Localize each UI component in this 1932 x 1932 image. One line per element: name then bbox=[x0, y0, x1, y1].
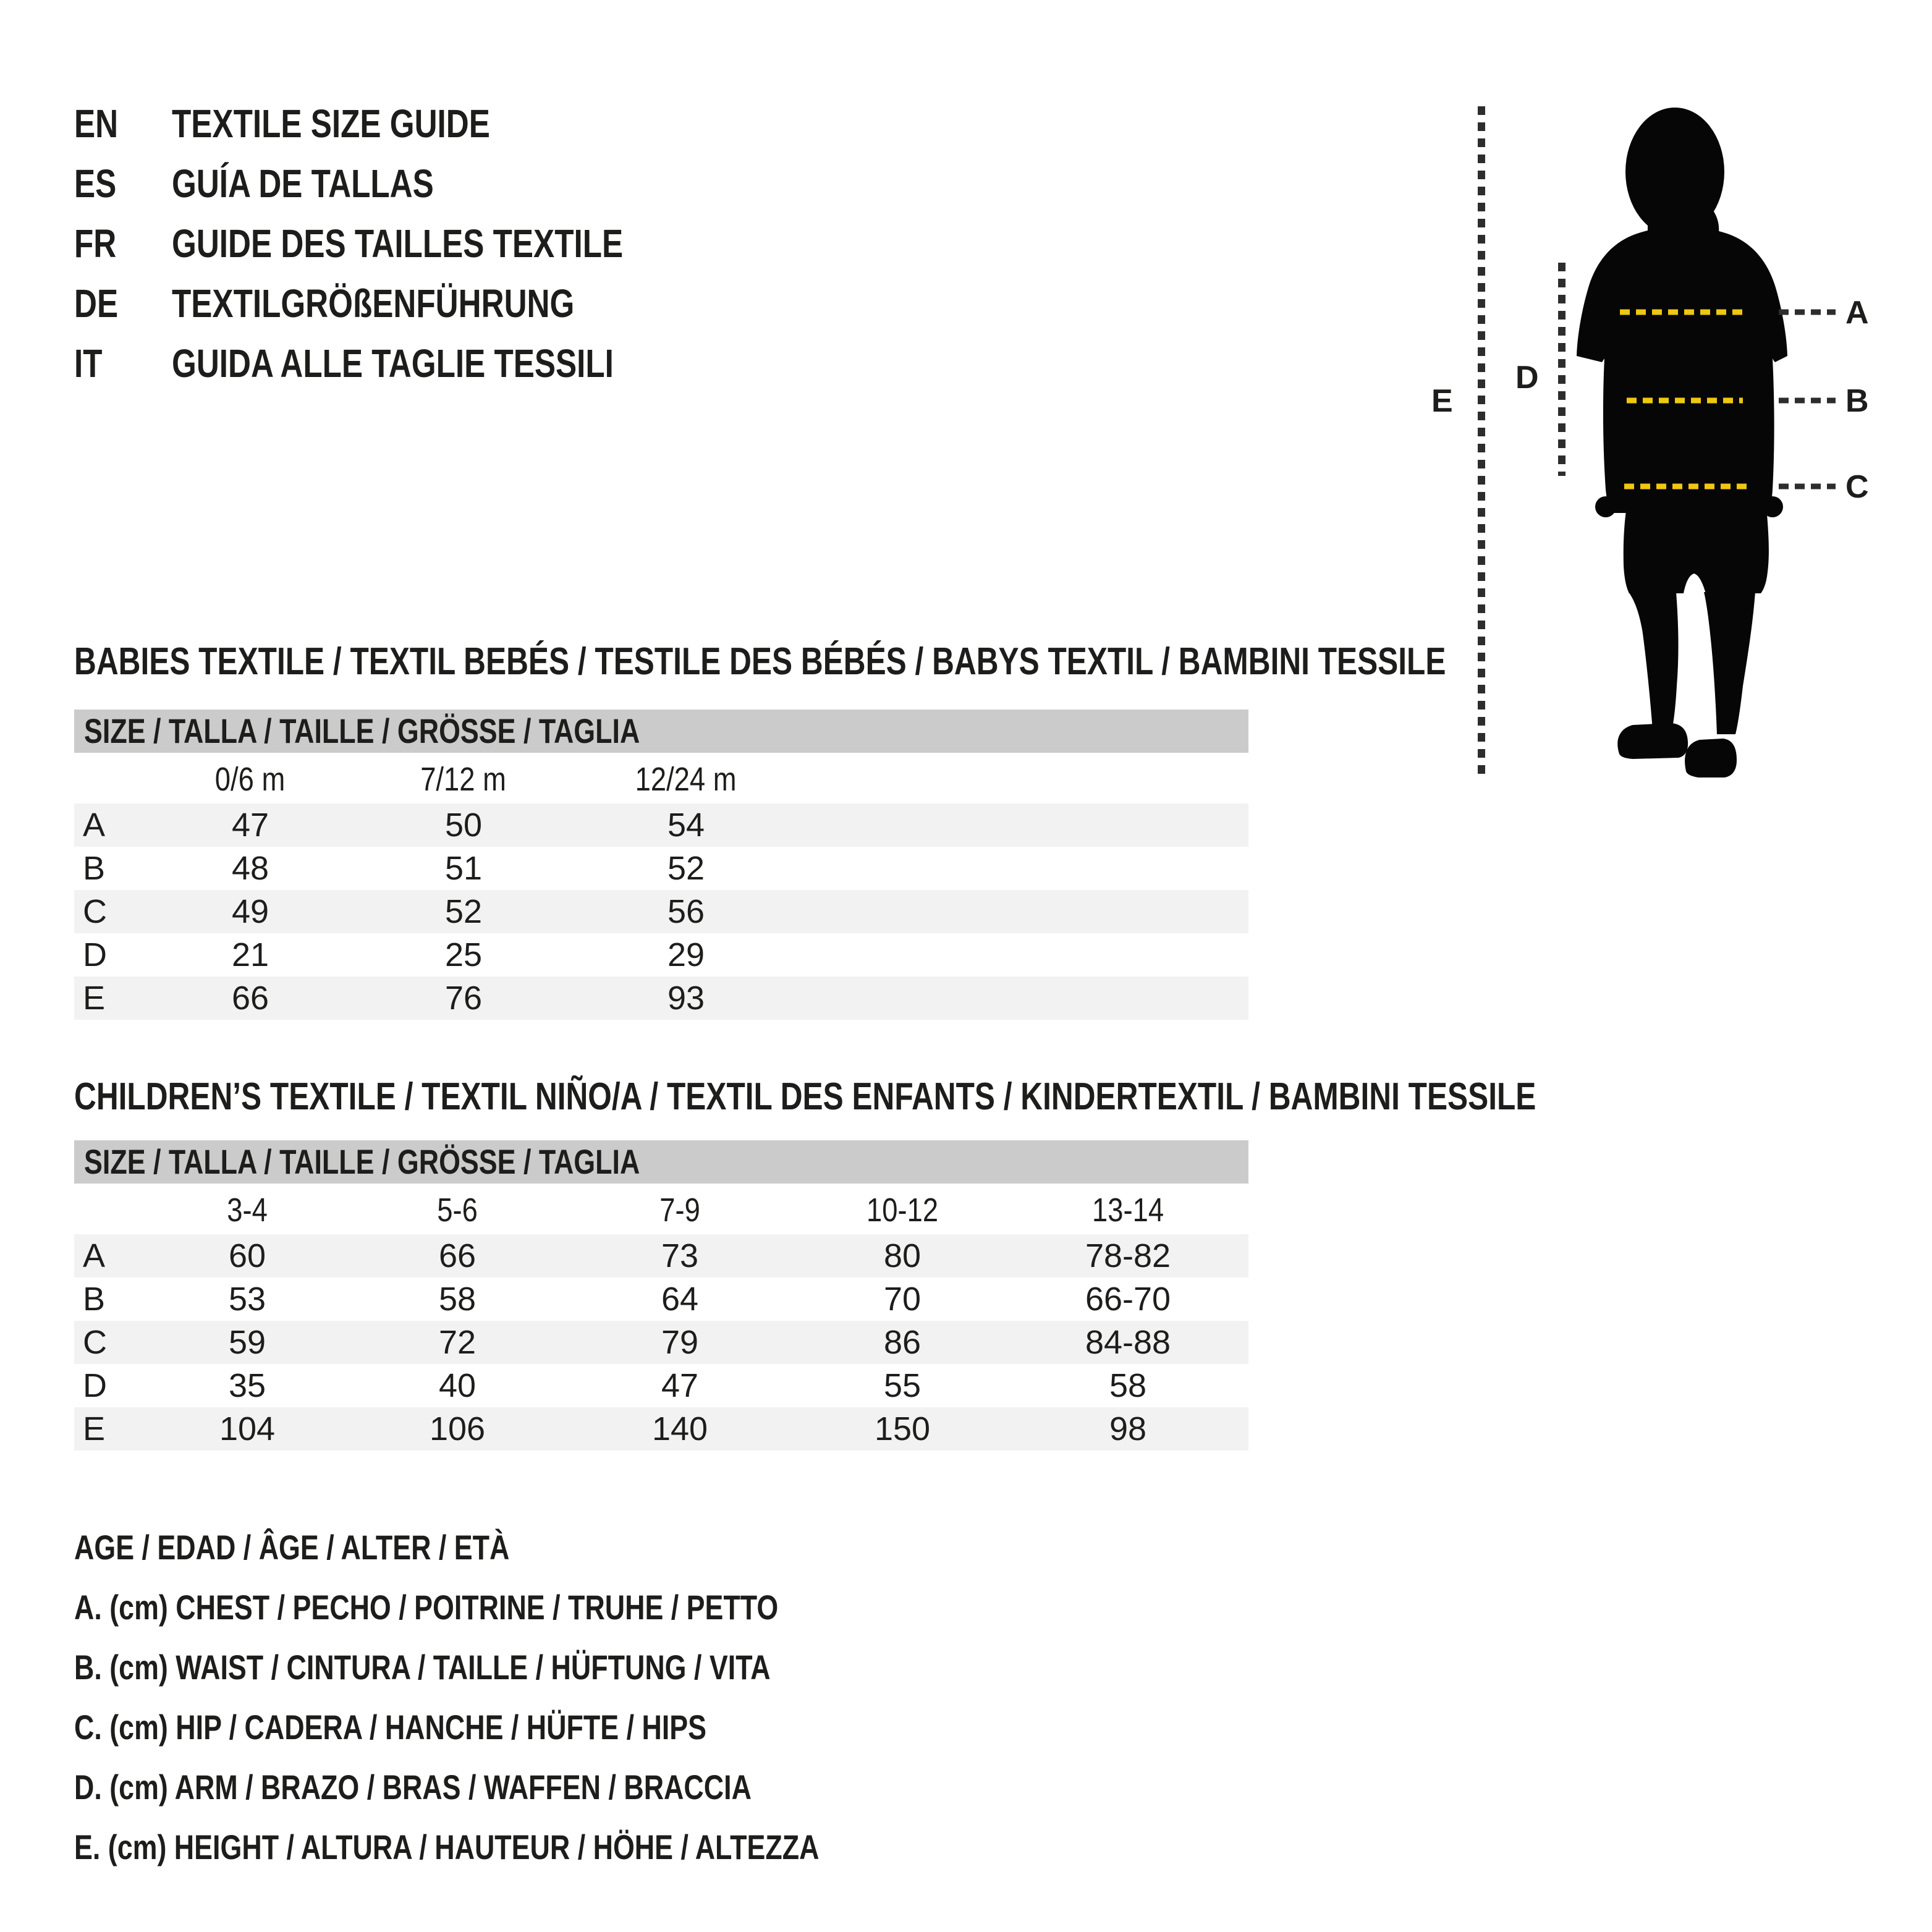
row-label: C bbox=[83, 893, 107, 930]
language-row-fr bbox=[74, 214, 736, 274]
cell: 56 bbox=[667, 893, 705, 930]
cell: 47 bbox=[661, 1367, 699, 1404]
cell: 48 bbox=[231, 850, 269, 887]
cell: 60 bbox=[228, 1237, 266, 1274]
page-title-it: GUIDA ALLE TAGLIE TESSILI bbox=[172, 341, 614, 386]
row-label: B bbox=[83, 850, 106, 887]
table-row bbox=[74, 1364, 1248, 1407]
cell: 98 bbox=[1109, 1410, 1147, 1447]
cell: 66 bbox=[438, 1237, 477, 1274]
cell: 21 bbox=[231, 936, 269, 973]
language-row-en bbox=[74, 94, 736, 154]
cell: 140 bbox=[651, 1410, 708, 1447]
cell: 52 bbox=[444, 893, 483, 930]
row-label: C bbox=[83, 1324, 107, 1361]
language-row-it bbox=[74, 334, 736, 394]
measurement-legend bbox=[74, 1517, 1006, 1877]
table-row bbox=[74, 933, 1248, 977]
cell: 35 bbox=[228, 1367, 266, 1404]
marker-label-a: A bbox=[1845, 295, 1869, 331]
language-row-de bbox=[74, 274, 736, 334]
babies-section-title: BABIES TEXTILE / TEXTIL BEBÉS / TESTILE DES BÉBÉS / BABYS TEXTIL / BAMBINI TESSILE bbox=[74, 640, 1446, 683]
table-row bbox=[74, 977, 1248, 1020]
legend-line-height: E. (cm) HEIGHT / ALTURA / HAUTEUR / HÖHE / ALTEZZA bbox=[74, 1828, 820, 1866]
cell: 86 bbox=[883, 1324, 922, 1361]
cell: 84-88 bbox=[1085, 1324, 1171, 1361]
page-title-en: TEXTILE SIZE GUIDE bbox=[172, 101, 490, 146]
babies-table bbox=[74, 710, 1248, 1020]
cell: 76 bbox=[444, 980, 483, 1017]
page-title-de: TEXTILGRÖßENFÜHRUNG bbox=[172, 281, 575, 326]
column-header: 3-4 bbox=[227, 1192, 268, 1229]
cell: 104 bbox=[219, 1410, 276, 1447]
cell: 25 bbox=[444, 936, 483, 973]
babies-column-header-row bbox=[74, 753, 1248, 803]
cell: 64 bbox=[661, 1281, 699, 1318]
children-column-header-row bbox=[74, 1184, 1248, 1234]
cell: 55 bbox=[883, 1367, 922, 1404]
table-row bbox=[74, 803, 1248, 847]
cell: 80 bbox=[883, 1237, 922, 1274]
cell: 78-82 bbox=[1085, 1237, 1171, 1274]
cell: 40 bbox=[438, 1367, 477, 1404]
row-label: D bbox=[83, 1367, 107, 1404]
column-header: 10-12 bbox=[866, 1192, 939, 1229]
column-header: 12/24 m bbox=[635, 761, 737, 798]
cell: 53 bbox=[228, 1281, 266, 1318]
header-language-list bbox=[74, 94, 736, 394]
table-row bbox=[74, 1407, 1248, 1451]
table-row bbox=[74, 890, 1248, 933]
children-size-header-bar: SIZE / TALLA / TAILLE / GRÖSSE / TAGLIA bbox=[74, 1140, 1248, 1184]
column-header: 0/6 m bbox=[215, 761, 286, 798]
marker-label-d: D bbox=[1515, 360, 1539, 396]
cell: 58 bbox=[1109, 1367, 1147, 1404]
marker-label-b: B bbox=[1845, 383, 1869, 419]
children-table bbox=[74, 1140, 1248, 1451]
cell: 66 bbox=[231, 980, 269, 1017]
language-code: FR bbox=[74, 221, 117, 266]
marker-label-c: C bbox=[1845, 469, 1869, 505]
column-header: 7-9 bbox=[659, 1192, 700, 1229]
cell: 49 bbox=[231, 893, 269, 930]
cell: 59 bbox=[228, 1324, 266, 1361]
table-row bbox=[74, 847, 1248, 890]
cell: 70 bbox=[883, 1281, 922, 1318]
legend-line-hip: C. (cm) HIP / CADERA / HANCHE / HÜFTE / HIPS bbox=[74, 1708, 707, 1747]
column-header: 5-6 bbox=[437, 1192, 478, 1229]
cell: 29 bbox=[667, 936, 705, 973]
row-label: A bbox=[83, 807, 106, 844]
marker-label-e: E bbox=[1431, 383, 1453, 419]
cell: 54 bbox=[667, 807, 705, 844]
cell: 66-70 bbox=[1085, 1281, 1171, 1318]
language-code: IT bbox=[74, 341, 103, 386]
cell: 58 bbox=[438, 1281, 477, 1318]
measurement-figure bbox=[1409, 74, 1932, 791]
page-title-es: GUÍA DE TALLAS bbox=[172, 161, 434, 206]
language-code: DE bbox=[74, 281, 119, 326]
page-title-fr: GUIDE DES TAILLES TEXTILE bbox=[172, 221, 624, 266]
cell: 93 bbox=[667, 980, 705, 1017]
figure-svg bbox=[1409, 74, 1932, 791]
column-header: 13-14 bbox=[1091, 1192, 1164, 1229]
legend-line-arm: D. (cm) ARM / BRAZO / BRAS / WAFFEN / BRACCIA bbox=[74, 1768, 752, 1807]
cell: 47 bbox=[231, 807, 269, 844]
language-row-es bbox=[74, 154, 736, 214]
table-row bbox=[74, 1277, 1248, 1321]
cell: 150 bbox=[874, 1410, 931, 1447]
cell: 106 bbox=[429, 1410, 486, 1447]
cell: 51 bbox=[444, 850, 483, 887]
row-label: B bbox=[83, 1281, 106, 1318]
cell: 52 bbox=[667, 850, 705, 887]
cell: 50 bbox=[444, 807, 483, 844]
legend-line-waist: B. (cm) WAIST / CINTURA / TAILLE / HÜFTUNG / VITA bbox=[74, 1648, 771, 1687]
cell: 73 bbox=[661, 1237, 699, 1274]
row-label: D bbox=[83, 936, 107, 973]
table-row bbox=[74, 1321, 1248, 1364]
column-header: 7/12 m bbox=[420, 761, 507, 798]
row-label: A bbox=[83, 1237, 106, 1274]
cell: 72 bbox=[438, 1324, 477, 1361]
legend-line-age: AGE / EDAD / ÂGE / ALTER / ETÀ bbox=[74, 1528, 510, 1567]
cell: 79 bbox=[661, 1324, 699, 1361]
row-label: E bbox=[83, 1410, 106, 1447]
legend-line-chest: A. (cm) CHEST / PECHO / POITRINE / TRUHE / PETTO bbox=[74, 1588, 779, 1627]
babies-size-header-bar: SIZE / TALLA / TAILLE / GRÖSSE / TAGLIA bbox=[74, 710, 1248, 753]
table-row bbox=[74, 1234, 1248, 1277]
children-section-title: CHILDREN’S TEXTILE / TEXTIL NIÑO/A / TEXTIL DES ENFANTS / KINDERTEXTIL / BAMBINI TESSILE bbox=[74, 1075, 1536, 1118]
row-label: E bbox=[83, 980, 106, 1017]
language-code: ES bbox=[74, 161, 117, 206]
language-code: EN bbox=[74, 101, 119, 146]
